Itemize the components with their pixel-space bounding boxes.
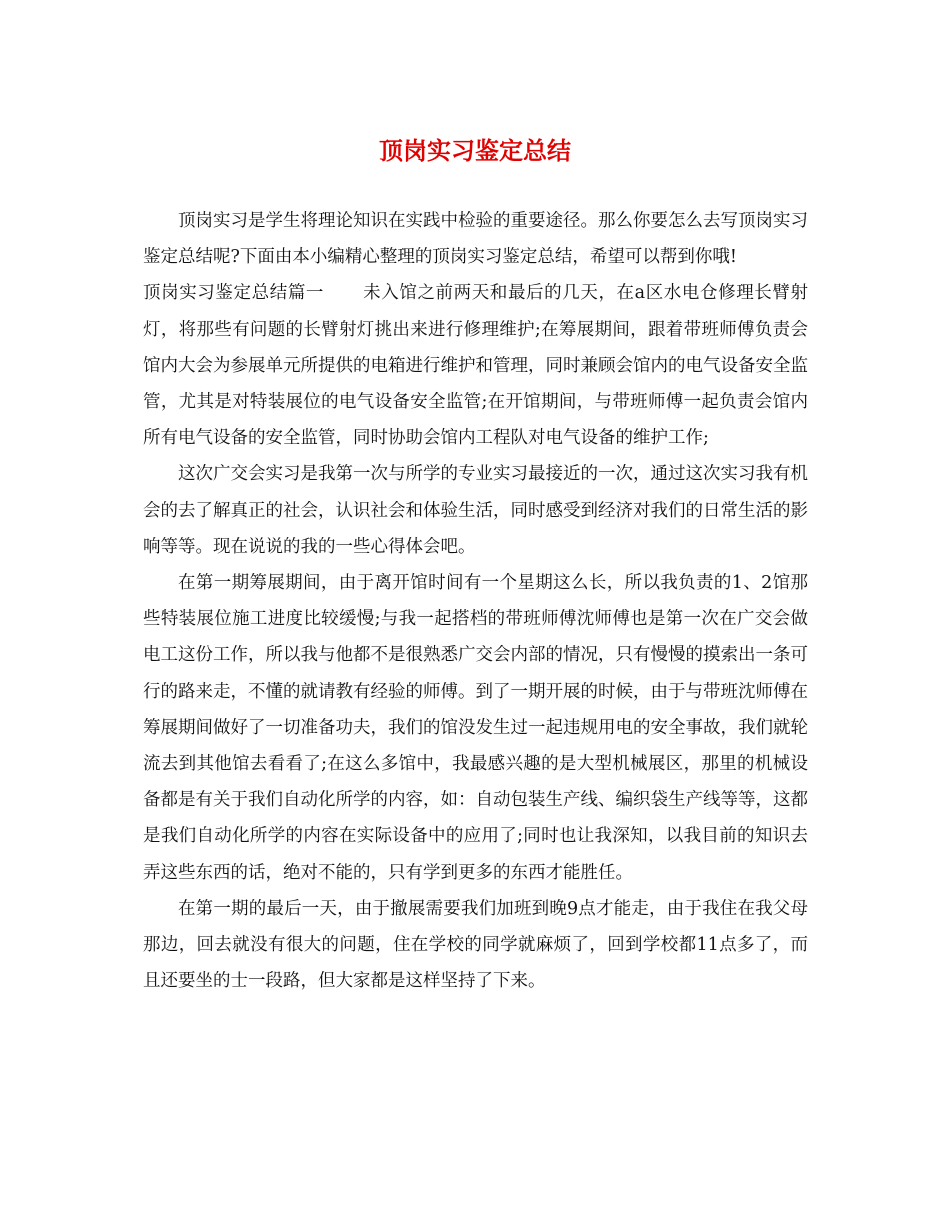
section-paragraph (143, 275, 808, 456)
section-heading: 顶岗实习鉴定总结篇一 (143, 283, 325, 304)
page-title: 顶岗实习鉴定总结 (379, 136, 571, 165)
document-body (143, 203, 808, 999)
paragraph-3: 这次广交会实习是我第一次与所学的专业实习最接近的一次，通过这次实习我有机会的去了解真正的社会，认识社会和体验生活，同时感受到经济对我们的日常生活的影响等等。现在说说的我的一些心得体会吧。 (143, 464, 808, 557)
intro-paragraph: 顶岗实习是学生将理论知识在实践中检验的重要途径。那么你要怎么去写顶岗实习鉴定总结呢?下面由本小编精心整理的顶岗实习鉴定总结，希望可以帮到你哦! (143, 211, 808, 268)
paragraph-5: 在第一期的最后一天，由于撤展需要我们加班到晚9点才能走，由于我住在我父母那边，回去就没有很大的问题，住在学校的同学就麻烦了，回到学校都11点多了，而且还要坐的士一段路，但大家都是这样坚持了下来。 (143, 898, 808, 992)
paragraph-4: 在第一期筹展期间，由于离开馆时间有一个星期这么长，所以我负责的1、2馆那些特装展位施工进度比较缓慢;与我一起搭档的带班师傅沈师傅也是第一次在广交会做电工这份工作，所以我与他都不是很熟悉广交会内部的情况，只有慢慢的摸索出一条可行的路来走，不懂的就请教有经验的师傅。到了一期开展的时候，由于与带班沈师傅在筹展期间做好了一切准备功夫，我们的馆没发生过一起违规用电的安全事故，我们就轮流去到其他馆去看看了;在这么多馆中，我最感兴趣的是大型机械展区，那里的机械设备都是有关于我们自动化所学的内容，如：自动包装生产线、编织袋生产线等等，这都是我们自动化所学的内容在实际设备中的应用了;同时也让我深知，以我目前的知识去弄这些东西的话，绝对不能的，只有学到更多的东西才能胜任。 (143, 573, 808, 883)
section-text: 未入馆之前两天和最后的几天，在a区水电仓修理长臂射灯，将那些有问题的长臂射灯挑出来进行修理维护;在筹展期间，跟着带班师傅负责会馆内大会为参展单元所提供的电箱进行维护和管理，同时兼顾会馆内的电气设备安全监管，尤其是对特装展位的电气设备安全监管;在开馆期间，与带班师傅一起负责会馆内所有电气设备的安全监管，同时协助会馆内工程队对电气设备的维护工作; (143, 283, 809, 449)
